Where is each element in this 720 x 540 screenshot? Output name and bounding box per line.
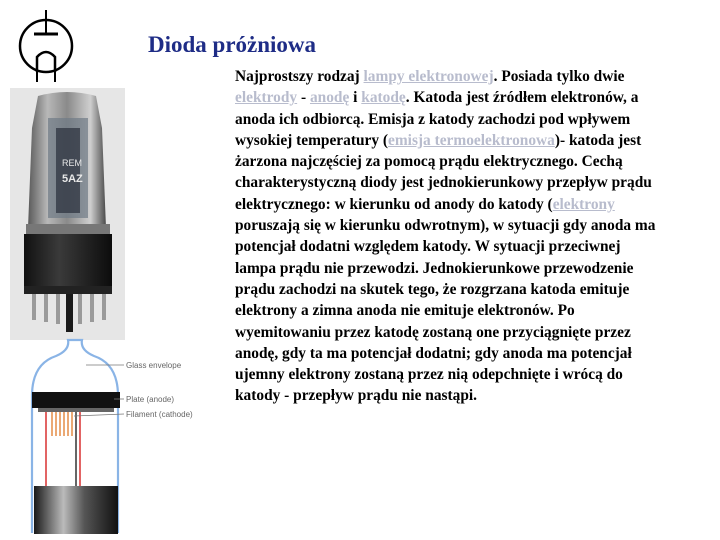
tube-marking-2: 5AZ (62, 173, 83, 185)
label-filament-cathode: Filament (cathode) (126, 410, 193, 419)
wiki-link[interactable]: emisja termoelektronowa (388, 131, 555, 149)
wiki-link[interactable]: elektrody (235, 89, 298, 107)
body-text-segment: . Katoda jest źródłem elektronów, a anoda ich odbiorcą. Emisja z katody zachodzi pod wpływem wysokiej temperatury ( (235, 89, 639, 149)
body-text-segment: - (297, 89, 310, 107)
body-text-segment: poruszają się w kierunku odwrotnym), w sytuacji gdy anoda ma potencjał dodatni względem katody. W sytuacji przeciwnej lampa prądu nie przewodzi. Jednokierunkowe przewodzenie prądu zachodzi na skutek tego, że rozgrzana katoda emituje elektrony a zimna anoda nie emituje elektronów. Po wyemitowaniu przez katodę zostaną one przyciągnięte przez anodę, gdy ta ma potencjał dodatni; gdy anoda ma potencjał ujemny elektrony zostaną przez nią odepchnięte i wrócą do katody - przepływ prądu nie nastąpi. (235, 217, 656, 405)
label-glass-envelope: Glass envelope (126, 361, 182, 370)
vacuum-tube-photo (10, 88, 125, 340)
plate-anode (32, 392, 120, 408)
page-title: Dioda próżniowa (148, 32, 317, 57)
tube-base (34, 486, 118, 534)
body-text-segment: Najprostszy rodzaj (235, 68, 364, 85)
tube-structure-diagram (10, 338, 220, 536)
wiki-link[interactable]: katodę (361, 89, 406, 107)
wiki-link[interactable]: lampy elektronowej (363, 68, 494, 85)
label-plate-anode: Plate (anode) (126, 395, 175, 404)
body-text-segment: i (349, 89, 362, 107)
body-text-segment: . Posiada tylko dwie (493, 68, 625, 85)
diode-symbol-icon (15, 10, 77, 82)
description-paragraph (235, 66, 663, 407)
body-text-segment: )- katoda jest żarzona najczęściej za pomocą prądu elektrycznego. Cechą charakterystyczną diody jest jednokierunkowy przepływ prądu elektrycznego: w kierunku od anody do katody ( (235, 131, 652, 213)
wiki-link[interactable]: elektrony (552, 195, 615, 213)
wiki-link[interactable]: anodę (309, 89, 350, 107)
tube-marking-1: REM (62, 158, 82, 168)
